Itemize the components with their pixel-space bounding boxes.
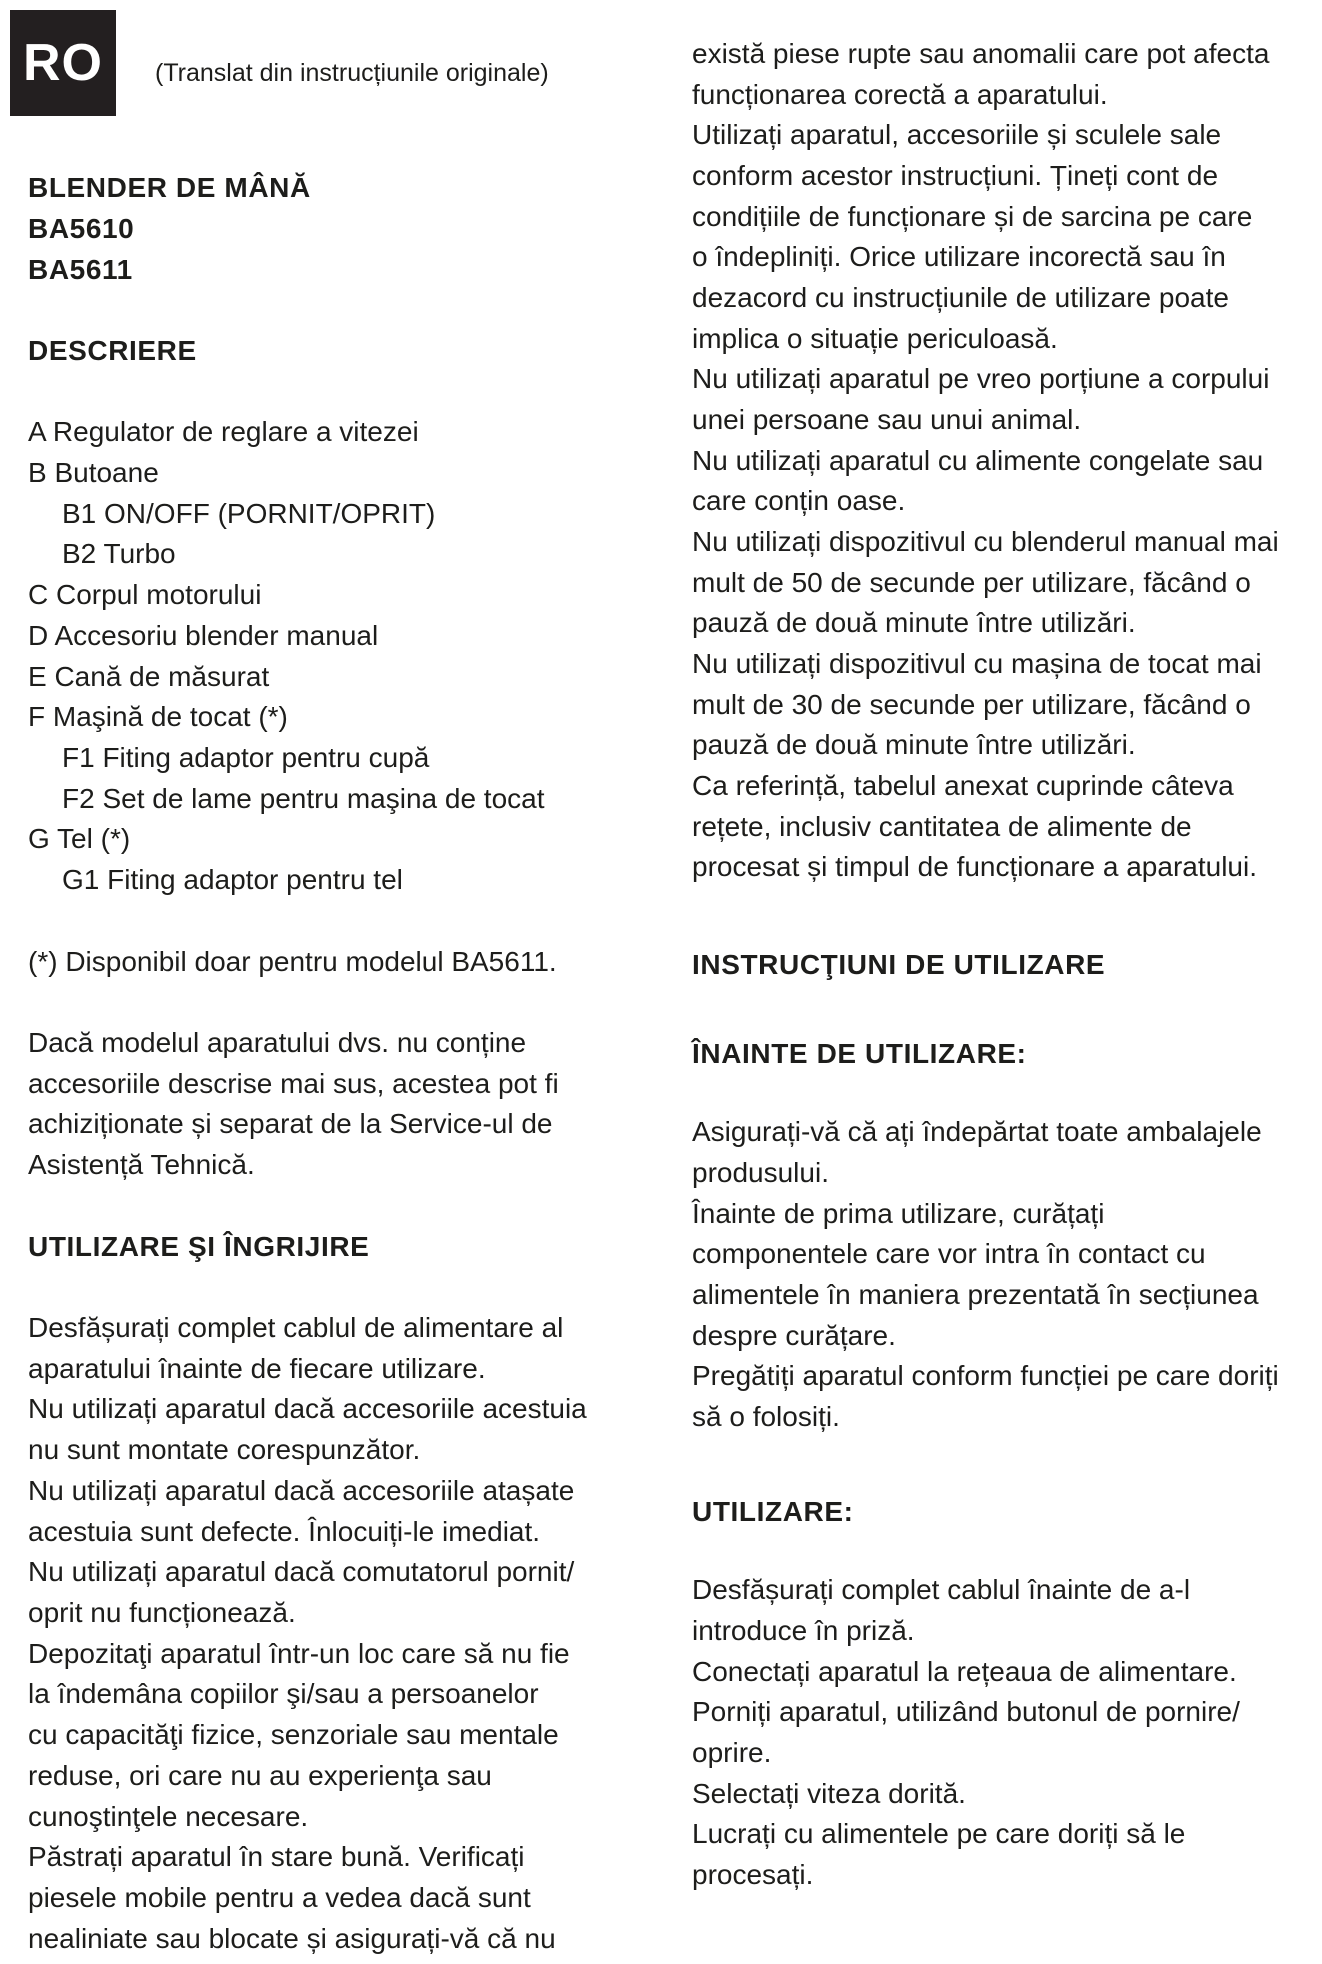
safety-line: implica o situație periculoasă. [692, 323, 1058, 354]
safety-line: condițiile de funcționare și de sarcina pe care [692, 201, 1253, 232]
part-item: A Regulator de reglare a vitezei [28, 416, 419, 447]
use-care-line: nealiniate sau blocate și asigurați-vă că nu [28, 1923, 556, 1954]
use-care-line: piesele mobile pentru a vedea dacă sunt [28, 1882, 531, 1913]
use-line: Lucrați cu alimentele pe care doriți să le [692, 1818, 1186, 1849]
use-care-line: Depozitaţi aparatul într-un loc care să nu fie [28, 1638, 570, 1669]
availability-footnote: (*) Disponibil doar pentru modelul BA5611. [28, 946, 557, 977]
use-care-line: cu capacităţi fizice, senzoriale sau mentale [28, 1719, 559, 1750]
safety-line: Nu utilizați dispozitivul cu blenderul manual mai [692, 526, 1279, 557]
part-item: F Maşină de tocat (*) [28, 701, 288, 732]
use-line: Conectați aparatul la rețeaua de alimentare. [692, 1656, 1237, 1687]
use-line: Desfășurați complet cablul înainte de a-l [692, 1574, 1191, 1605]
safety-line: Utilizați aparatul, accesoriile și sculele sale [692, 119, 1222, 150]
safety-line: funcționarea corectă a aparatului. [692, 79, 1108, 110]
safety-line: Nu utilizați dispozitivul cu mașina de tocat mai [692, 648, 1262, 679]
safety-line: rețete, inclusiv cantitatea de alimente de [692, 811, 1192, 842]
part-item: D Accesoriu blender manual [28, 620, 379, 651]
part-subitem: B2 Turbo [62, 538, 176, 569]
safety-line: Nu utilizați aparatul cu alimente congelate sau [692, 445, 1264, 476]
part-item: E Cană de măsurat [28, 661, 270, 692]
safety-line: mult de 50 de secunde per utilizare, făcând o [692, 567, 1251, 598]
use-care-line: Nu utilizați aparatul dacă comutatorul pornit/ [28, 1556, 575, 1587]
before-use-line: Asigurați-vă că ați îndepărtat toate ambalajele [692, 1116, 1262, 1147]
use-care-heading: UTILIZARE ŞI ÎNGRIJIRE [28, 1231, 370, 1262]
safety-line: Nu utilizați aparatul pe vreo porțiune a corpului [692, 363, 1270, 394]
safety-line: conform acestor instrucțiuni. Țineți cont de [692, 160, 1219, 191]
safety-line: unei persoane sau unui animal. [692, 404, 1082, 435]
use-care-line: acestuia sunt defecte. Înlocuiți-le imediat. [28, 1516, 541, 1547]
before-use-line: despre curățare. [692, 1320, 896, 1351]
instructions-heading: INSTRUCŢIUNI DE UTILIZARE [692, 949, 1106, 980]
use-heading: UTILIZARE: [692, 1496, 854, 1527]
before-use-line: alimentele în maniera prezentată în secțiunea [692, 1279, 1259, 1310]
description-heading: DESCRIERE [28, 335, 197, 366]
before-use-heading: ÎNAINTE DE UTILIZARE: [692, 1038, 1027, 1069]
product-title: BLENDER DE MÂNĂ [28, 172, 311, 203]
accessories-note-line: achiziționate și separat de la Service-ul de [28, 1108, 553, 1139]
before-use-line: produsului. [692, 1157, 829, 1188]
use-line: Porniți aparatul, utilizând butonul de pornire/ [692, 1696, 1240, 1727]
safety-line: pauză de două minute între utilizări. [692, 729, 1136, 760]
part-item: C Corpul motorului [28, 579, 262, 610]
safety-line: procesat și timpul de funcționare a aparatului. [692, 851, 1257, 882]
use-line: oprire. [692, 1737, 772, 1768]
use-line: procesați. [692, 1859, 814, 1890]
use-line: Selectați viteza dorită. [692, 1778, 966, 1809]
safety-line: care conțin oase. [692, 485, 906, 516]
use-care-line: Nu utilizați aparatul dacă accesoriile acestuia [28, 1393, 587, 1424]
part-subitem: F2 Set de lame pentru maşina de tocat [62, 783, 545, 814]
use-care-line: oprit nu funcționează. [28, 1597, 296, 1628]
part-item: B Butoane [28, 457, 159, 488]
use-care-line: cunoştinţele necesare. [28, 1801, 309, 1832]
language-badge: RO [10, 10, 116, 116]
accessories-note-line: Dacă modelul aparatului dvs. nu conține [28, 1027, 527, 1058]
before-use-line: să o folosiți. [692, 1401, 840, 1432]
safety-line: mult de 30 de secunde per utilizare, făcând o [692, 689, 1251, 720]
use-line: introduce în priză. [692, 1615, 915, 1646]
model-number: BA5611 [28, 254, 133, 285]
use-care-line: aparatului înainte de fiecare utilizare. [28, 1353, 486, 1384]
part-subitem: B1 ON/OFF (PORNIT/OPRIT) [62, 498, 436, 529]
accessories-note-line: Asistență Tehnică. [28, 1149, 255, 1180]
part-item: G Tel (*) [28, 823, 131, 854]
before-use-line: Înainte de prima utilizare, curățați [692, 1198, 1105, 1229]
use-care-line: reduse, ori care nu au experienţa sau [28, 1760, 492, 1791]
model-number: BA5610 [28, 213, 135, 244]
use-care-line: Desfășurați complet cablul de alimentare al [28, 1312, 564, 1343]
before-use-line: Pregătiți aparatul conform funcției pe care doriți [692, 1360, 1279, 1391]
translation-note: (Translat din instrucțiunile originale) [155, 59, 549, 87]
part-subitem: F1 Fiting adaptor pentru cupă [62, 742, 430, 773]
use-care-line: Păstrați aparatul în stare bună. Verificați [28, 1841, 525, 1872]
before-use-line: componentele care vor intra în contact cu [692, 1238, 1206, 1269]
use-care-line: la îndemâna copiilor şi/sau a persoanelor [28, 1678, 539, 1709]
use-care-line: Nu utilizați aparatul dacă accesoriile atașate [28, 1475, 575, 1506]
safety-line: există piese rupte sau anomalii care pot afecta [692, 38, 1270, 69]
safety-line: pauză de două minute între utilizări. [692, 607, 1136, 638]
safety-line: o îndepliniți. Orice utilizare incorectă sau în [692, 241, 1226, 272]
part-subitem: G1 Fiting adaptor pentru tel [62, 864, 403, 895]
safety-line: Ca referință, tabelul anexat cuprinde câteva [692, 770, 1234, 801]
use-care-line: nu sunt montate corespunzător. [28, 1434, 421, 1465]
accessories-note-line: accesoriile descrise mai sus, acestea pot fi [28, 1068, 559, 1099]
safety-line: dezacord cu instrucțiunile de utilizare poate [692, 282, 1229, 313]
